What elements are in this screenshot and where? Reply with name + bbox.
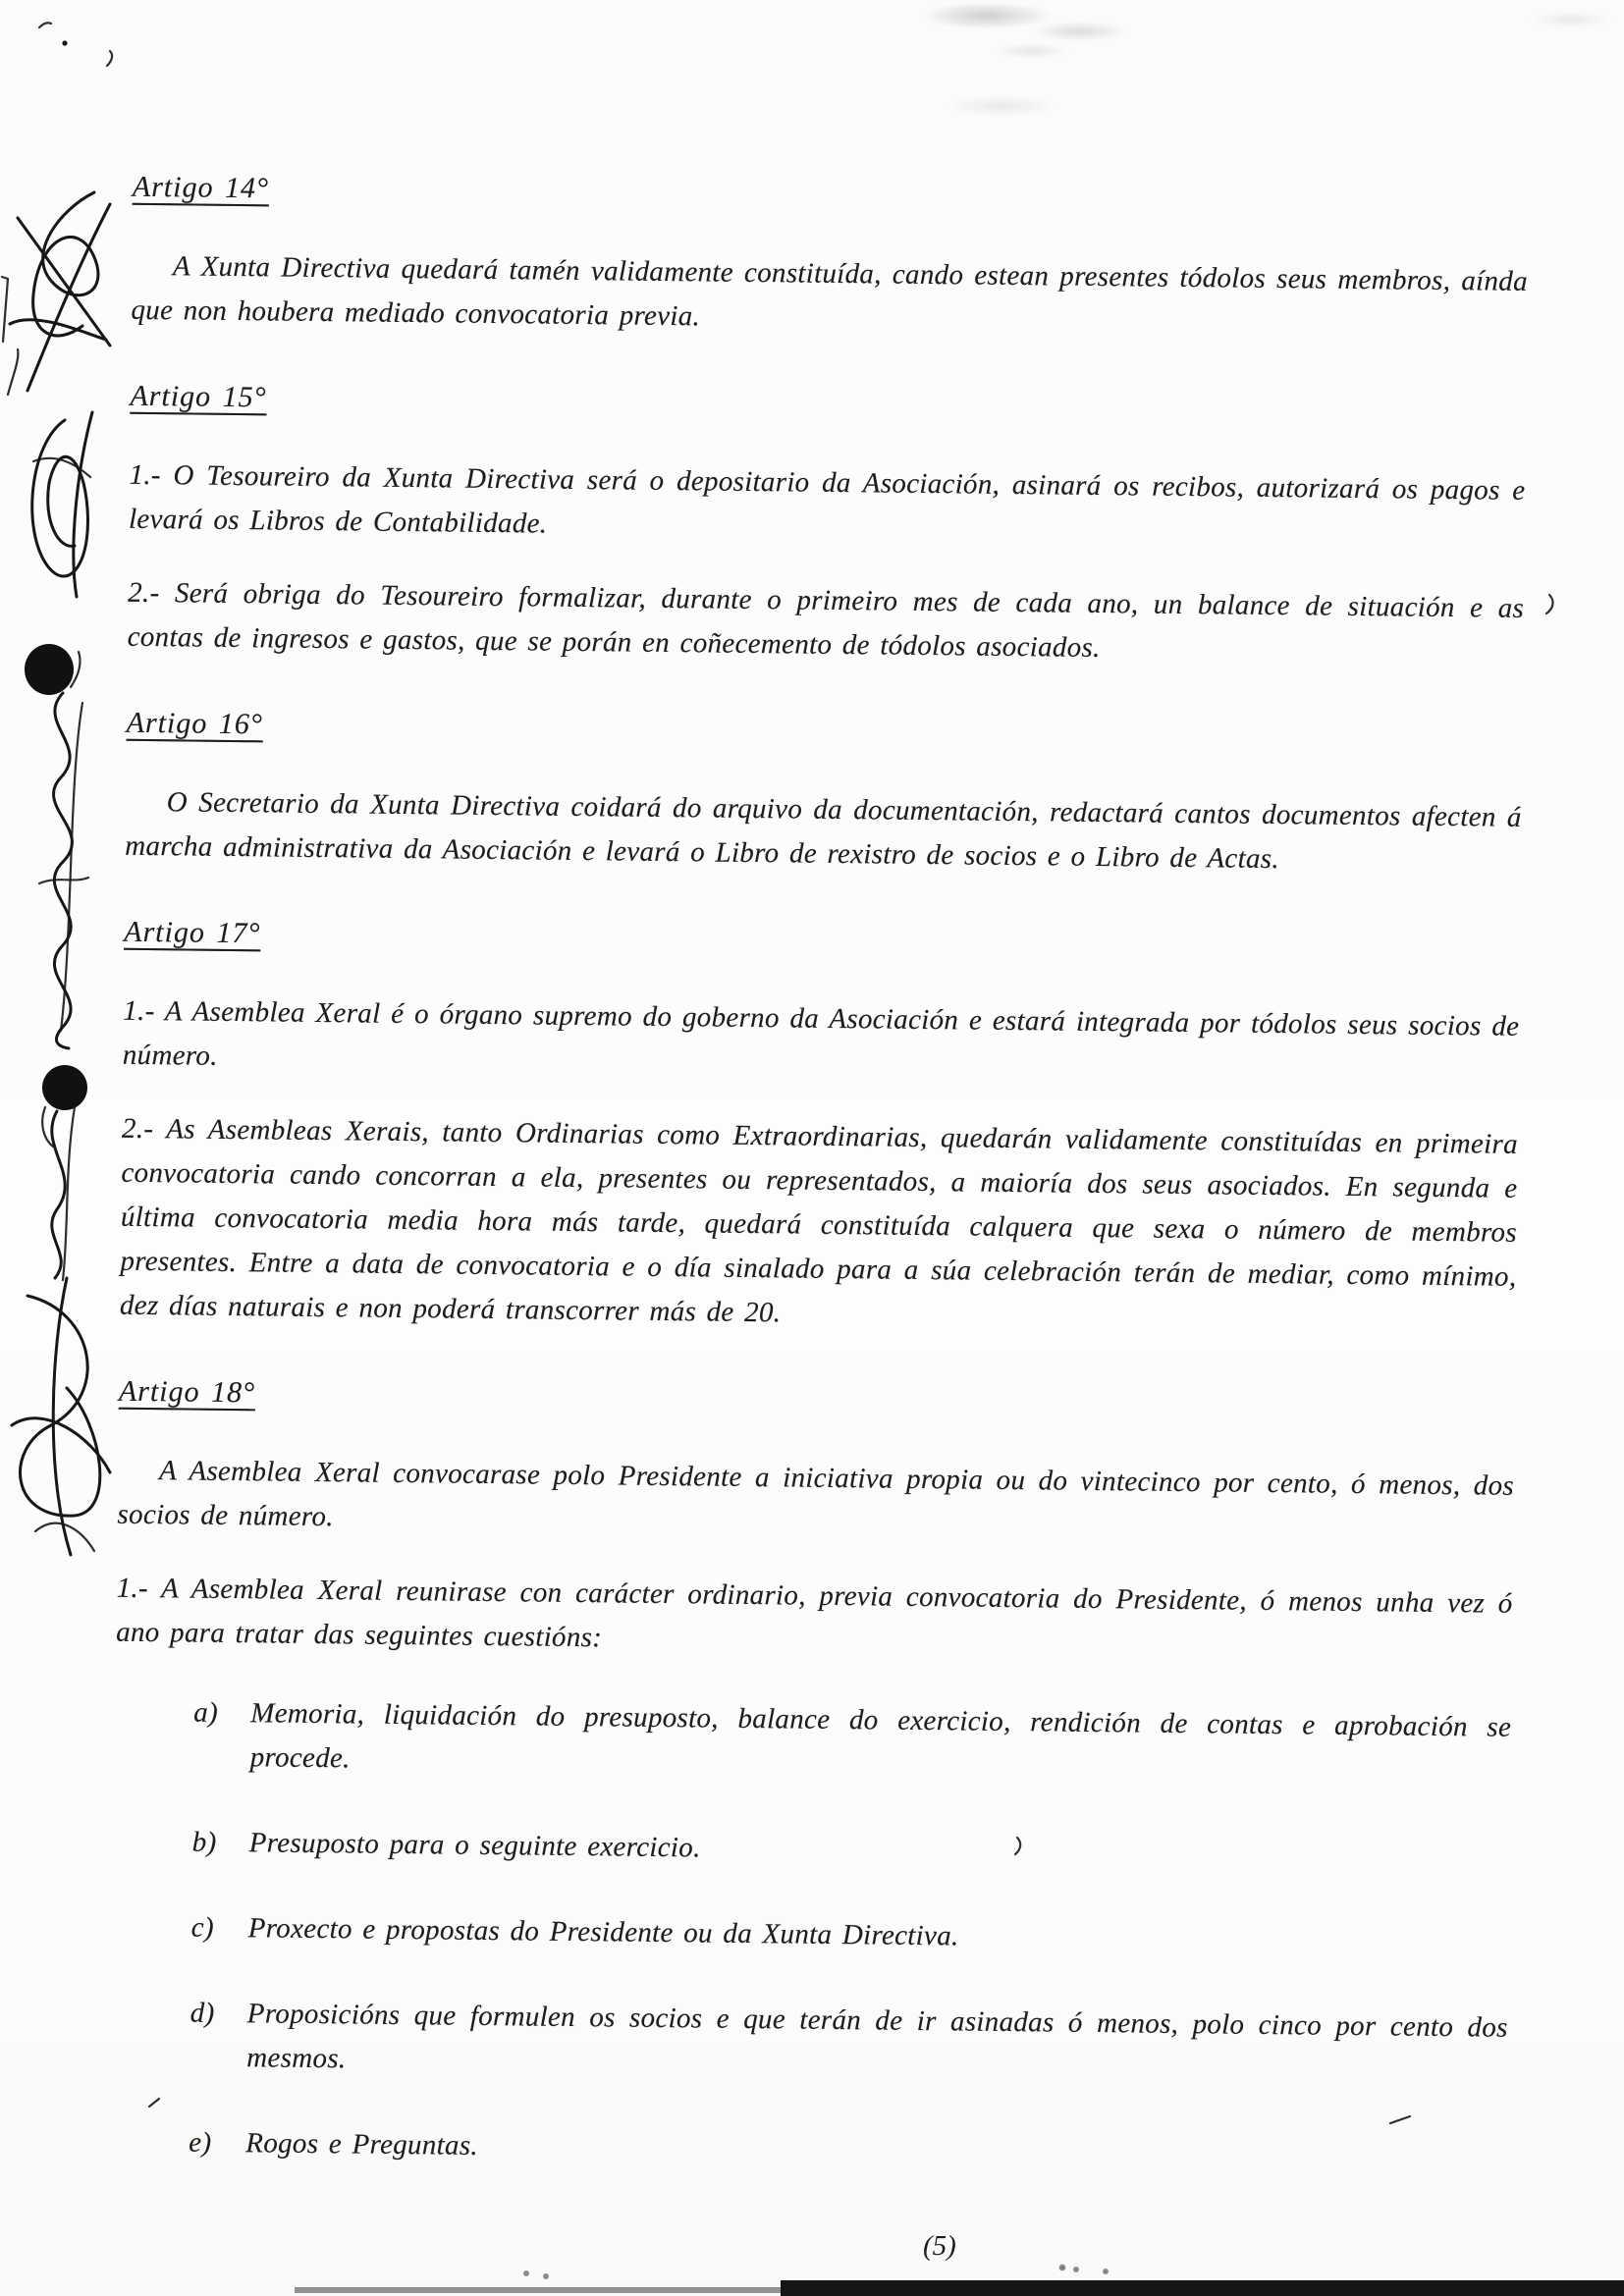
agenda-item-d xyxy=(189,1992,1508,2095)
signature-scribble-bottom xyxy=(12,1278,110,1555)
article-14-paragraph: A Xunta Directiva quedará tamén validamente constituída, cando estean presentes tódolos seus membros, aínda que non houbera mediado convocatoria previa. xyxy=(131,250,1529,333)
article-heading-16: Artigo 16° xyxy=(126,706,264,741)
agenda-list xyxy=(110,1690,1511,2180)
article-heading-14: Artigo 14° xyxy=(132,170,270,205)
page-number: (5) xyxy=(923,2230,956,2262)
article-18-intro-paragraph: A Asemblea Xeral convocarase polo Presidente a iniciativa propia ou do vintecinco por cento, ó menos, dos socios de número. xyxy=(117,1455,1515,1533)
agenda-item-a xyxy=(192,1691,1511,1794)
agenda-marker: e) xyxy=(189,2126,212,2159)
stray-pen-marks xyxy=(39,23,112,66)
article-17-paragraph-1: 1.- A Asemblea Xeral é o órgano supremo do goberno da Asociación e estará integrada por tódolos seus socios de número. xyxy=(122,994,1520,1072)
agenda-item-c xyxy=(191,1906,1509,1965)
signature-scribble-top xyxy=(2,192,110,395)
agenda-text: Proxecto e propostas do Presidente ou da Xunta Directiva. xyxy=(247,1912,959,1952)
vertical-initials xyxy=(52,1107,75,1280)
document-content xyxy=(110,0,1531,2180)
agenda-item-e xyxy=(189,2121,1506,2180)
agenda-marker: a) xyxy=(193,1696,219,1729)
ink-dot xyxy=(42,1065,87,1147)
article-15-paragraph-2: 2.- Será obriga do Tesoureiro formalizar, durante o primeiro mes de cada ano, un balance de situación e as contas de ingresos e gastos, que se porán en coñecemento de tódolos asociados. xyxy=(127,576,1525,665)
agenda-item-b xyxy=(191,1821,1509,1880)
agenda-text: Presuposto para o seguinte exercicio. xyxy=(248,1827,701,1864)
article-16-paragraph: O Secretario da Xunta Directiva coidará do arquivo da documentación, redactará cantos documentos afecten á marcha administrativa da Asociación e levará o Libro de rexistro de socios e o Libro de Actas. xyxy=(125,786,1522,876)
scan-edge-bottom xyxy=(295,2280,1624,2296)
agenda-marker: b) xyxy=(191,1826,217,1858)
article-heading-18: Artigo 18° xyxy=(118,1374,256,1410)
article-heading-17: Artigo 17° xyxy=(124,915,261,950)
article-17-paragraph-2: 2.- As Asembleas Xerais, tanto Ordinarias como Extraordinarias, quedarán validamente constituídas en primeira convocatoria cando concorran a ela, presentes ou representados, a maioría dos seus asociados. En segunda e última convocatoria media hora más tarde, quedará constituída calquera que sexa o número de membros presentes. Entre a data de convocatoria e o día sinalado para a súa celebración terán de mediar, como mínimo, dez días naturais e non poderá transcorrer más de 20. xyxy=(119,1112,1519,1329)
agenda-marker: c) xyxy=(190,1911,215,1944)
ink-dot xyxy=(25,644,81,695)
agenda-text: Rogos e Preguntas. xyxy=(245,2127,479,2162)
agenda-marker: d) xyxy=(189,1997,215,2029)
agenda-text: Proposicións que formulen os socios e que terán de ir asinadas ó menos, polo cinco por cento dos mesmos. xyxy=(246,1998,1508,2075)
signature-scribble-upper xyxy=(32,412,92,597)
agenda-text: Memoria, liquidación do presuposto, balance do exercicio, rendición de contas e aprobación se procede. xyxy=(249,1697,1512,1775)
vertical-signature xyxy=(39,693,88,1048)
article-15-paragraph-1: 1.- O Tesoureiro da Xunta Directiva será o depositario da Asociación, asinará os recibos, autorizará os pagos e levará os Libros de Contabilidade. xyxy=(128,458,1526,540)
article-18-paragraph-1: 1.- A Asemblea Xeral reunirase con carácter ordinario, previa convocatoria do Presidente, ó menos unha vez ó ano para tratar das seguintes cuestións: xyxy=(115,1572,1513,1654)
article-heading-15: Artigo 15° xyxy=(130,379,267,414)
